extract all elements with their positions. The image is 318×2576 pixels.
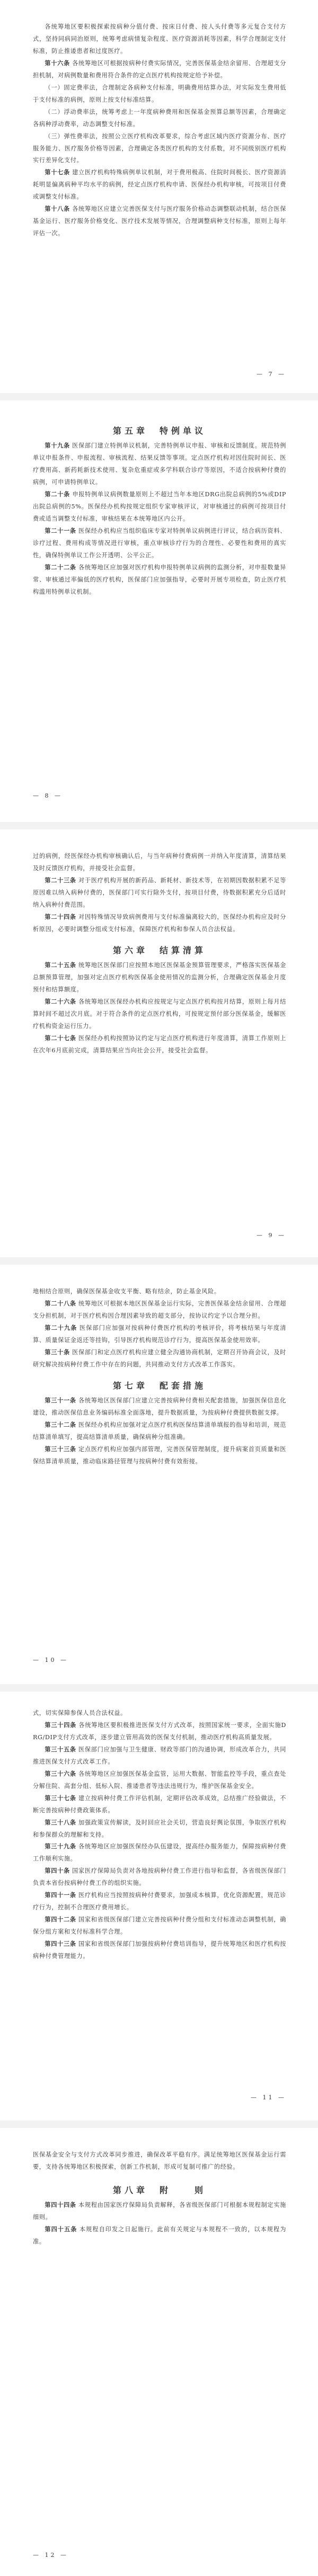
article-label: 第二十一条 bbox=[45, 527, 76, 534]
article-label: 第二十九条 bbox=[45, 1324, 77, 1331]
article-label: 第三十九条 bbox=[45, 1843, 76, 1850]
chapter-heading bbox=[33, 941, 286, 960]
page-number: — 10 — bbox=[33, 1657, 68, 1663]
chapter-title: 配套措施 bbox=[160, 1380, 207, 1391]
chapter-heading bbox=[33, 1376, 286, 1395]
page-number: — 9 — bbox=[257, 1232, 286, 1239]
paragraph: 第十七条 建立医疗机构特殊病例单议机制，对于费用极高、住院时间极长、医疗资源消耗明显偏离病种平均水平的病例，经定点医疗机构申请、医保经办机构审核，可按项目付费或调整支付标准。 bbox=[33, 169, 287, 201]
paragraph: 第十九条 医保部门建立特例单议机制，完善特例单议申报、审核和反馈制度。规范特例单议申报条件、申报流程、审核流程、结果反馈等事项。定点医疗机构对因住院时间长、医疗费用高、新药耗新技术使用、复杂危重症或多学科联合诊疗等原因，不适合按病种付费的病例，可申请特例单议。 bbox=[33, 442, 287, 486]
paragraph: 第四十一条 医疗机构应当按照按病种付费要求，加强成本核算，优化资源配置，规范诊疗行为，控制不合理医疗费用增长。 bbox=[33, 1892, 286, 1911]
paragraph: 第三十八条 加强政策宣传解读，及时回应社会关切，营造良好舆论氛围，争取医疗机构和参保群众的理解和支持。 bbox=[33, 1819, 286, 1838]
chapter-number: 第五章 bbox=[112, 426, 148, 436]
document-page bbox=[0, 2128, 318, 2576]
paragraph: 医保基金安全与支付方式改革同步推进，确保改革平稳有序。满足统筹地区医保基金运行需要，支持各统筹地区积极探索，创新工作机制，形成可复制可推广的经验。 bbox=[33, 2151, 286, 2170]
document-page bbox=[0, 1265, 318, 1684]
article-label: 第四十三条 bbox=[45, 1940, 76, 1948]
article-label: 第四十条 bbox=[45, 1867, 70, 1875]
paragraph: （三）弹性费率法，按照公立医疗机构改革要求，综合考虑区域内医疗资源分布、医疗服务能力、医疗服务价格等因素，合理确定各类医疗机构的支付系数，对不同级别医疗机构实行差异化支付。 bbox=[33, 132, 286, 164]
chapter-number: 第六章 bbox=[112, 945, 148, 955]
paragraph: 第三十一条 各统筹地区医保部门应建立完善按病种付费相关配套措施，加强医保信息化建设，推动医保信息业务编码标准全面落地，提升数据质量，为按病种付费提供数据支撑。 bbox=[33, 1397, 286, 1416]
paragraph: 第三十五条 医保部门应加强与卫生健康、财政等部门的沟通协调，形成改革合力，共同推进医保支付方式改革工作。 bbox=[33, 1746, 286, 1765]
paragraph: 第二十九条 医保部门应加强对按病种付费医疗机构的考核评价，将考核结果与年度清算、质量保证金返还等挂钩，引导医疗机构规范诊疗行为，提高医保基金使用效率。 bbox=[33, 1324, 286, 1344]
article-label: 第三十六条 bbox=[45, 1770, 76, 1777]
paragraph: 第二十五条 统筹地区医保部门应按照本地区医保基金预算管理要求，严格落实医保基金总额预算管理，加强对定点医疗机构医保基金使用情况的监测分析，合理确定医保基金月度预付和结算额度。 bbox=[33, 961, 286, 993]
article-label: 第三十二条 bbox=[45, 1421, 76, 1428]
paragraph: 式，切实保障参保人员合法权益。 bbox=[33, 1710, 127, 1716]
article-label: 第二十四条 bbox=[45, 913, 76, 920]
article-label: 第三十八条 bbox=[45, 1819, 76, 1826]
paragraph: 第二十七条 医保经办机构按照协议约定与定点医疗机构进行年度清算，清算工作原则上在次年6月底前完成，清算结果应当向社会公开，接受社会监督。 bbox=[33, 1034, 286, 1054]
paragraph: 第二十八条 统筹地区可根据本地区医保基金运行实际，完善医保基金结余留用、合理超支分担机制，对于医疗机构因合理因素导致的超支部分，按协议约定予以合理分担。 bbox=[33, 1300, 286, 1319]
page-number: — 11 — bbox=[251, 2094, 286, 2101]
article-label: 第十六条 bbox=[45, 59, 70, 67]
article-label: 第二十三条 bbox=[45, 876, 76, 884]
document-page bbox=[0, 1692, 318, 2121]
page-separator bbox=[0, 1684, 318, 1692]
paragraph: 各统筹地区要积极探索按病种分值付费、按床日付费、按人头付费等多元复合支付方式，坚持同病同治原则，统筹考虑病情复杂程度、医疗资源消耗等因素，科学合理制定支付标准，防止推诿患者和过度医疗。 bbox=[33, 23, 286, 55]
paragraph: 第二十四条 对因特殊情况导致病例费用与支付标准偏离较大的，医保经办机构应及时分析原因，必要时调整分组或支付标准，保障医疗机构和参保人员合法权益。 bbox=[33, 913, 286, 933]
paragraph: 第四十条 国家医疗保障局负责对各地按病种付费工作进行指导和监督，各省级医保部门负责本省份按病种付费工作的组织实施。 bbox=[33, 1867, 287, 1887]
paragraph: 过的病例，经医保经办机构审核确认后，与当年病种付费病例一并纳入年度清算，清算结果及时反馈医疗机构，并接受社会监督。 bbox=[33, 853, 286, 872]
page-separator bbox=[0, 393, 318, 400]
paragraph: （一）固定费率法，合理制定各病种支付标准，明确费用结算办法，对实际发生费用低于支付标准的病例，原则上按支付标准结算。 bbox=[33, 84, 286, 103]
page-number: — 7 — bbox=[257, 371, 286, 378]
paragraph: 第三十条 医保部门和定点医疗机构应建立健全沟通协商机制，定期召开协商会议，及时研究解决按病种付费工作中存在的问题，共同推动支付方式改革工作落实。 bbox=[33, 1348, 287, 1368]
paragraph: 第十六条 各统筹地区可根据按病种付费实际情况，完善医保基金结余留用、合理超支分担机制，对病例数量和费用符合条件的定点医疗机构按规定给予补偿。 bbox=[33, 59, 287, 79]
article-label: 第二十六条 bbox=[45, 998, 76, 1005]
page-number: — 8 — bbox=[33, 792, 63, 799]
document-page bbox=[0, 829, 318, 1257]
article-label: 第二十八条 bbox=[45, 1300, 76, 1307]
chapter-title: 附 则 bbox=[160, 2185, 207, 2195]
article-label: 第四十一条 bbox=[45, 1892, 76, 1899]
chapter-heading bbox=[33, 422, 286, 440]
article-label: 第三十一条 bbox=[45, 1397, 76, 1404]
page-number: — 12 — bbox=[33, 2552, 68, 2559]
paragraph: 第四十三条 国家和省级医保部门加强按病种付费培训指导，提升统筹地区和医疗机构按病种付费管理能力。 bbox=[33, 1940, 286, 1960]
paragraph: 第二十六条 各统筹地区医保经办机构应按规定与定点医疗机构按月结算，原则上每月结算时间不超过次月底。对于符合条件的定点医疗机构，可按规定预付部分医保基金，缓解医疗机构资金运行压力。 bbox=[33, 998, 286, 1030]
chapter-title: 结算清算 bbox=[160, 945, 207, 955]
paragraph: 地相结合原则，确保医保基金收支平衡、略有结余，防止基金风险。 bbox=[33, 1288, 220, 1295]
paragraph: 第二十二条 各统筹地区应加强对医疗机构申报特例单议病例的监测分析，对申报数量异常、审核通过率偏低的医疗机构，医保部门应加强指导，必要时开展专项检查，防止医疗机构滥用特例单议机制。 bbox=[33, 564, 286, 595]
paragraph: 第四十五条 本规程自印发之日起施行。此前有关规定与本规程不一致的，以本规程为准。 bbox=[33, 2226, 286, 2245]
paragraph: 第二十三条 对于医疗机构开展的新药品、新耗材、新技术等，在初期因数据积累不足等原因难以纳入病种付费的，医保部门可实行除外支付，按项目付费，待数据积累充分后适时纳入病种付费范围。 bbox=[33, 876, 286, 908]
article-label: 第十九条 bbox=[45, 442, 70, 450]
article-label: 第四十五条 bbox=[45, 2226, 77, 2233]
paragraph: 第三十四条 各统筹地区要积极推进医保支付方式改革，按照国家统一要求，全面实施DRG/DIP支付方式改革，逐步建立管用高效的医保支付机制，推动医疗机构高质量发展。 bbox=[33, 1721, 286, 1741]
page-separator bbox=[0, 1257, 318, 1265]
paragraph: 第三十七条 建立按病种付费工作评估机制，定期评估改革成效，总结推广经验做法，不断完善按病种付费政策体系。 bbox=[33, 1794, 286, 1814]
article-label: 第二十条 bbox=[45, 491, 70, 498]
paragraph: 第四十二条 国家和省级医保部门建立完善按病种付费分组和支付标准动态调整机制，确保分组方案和支付标准科学合理。 bbox=[33, 1916, 286, 1936]
article-label: 第二十五条 bbox=[45, 961, 76, 969]
paragraph: 第四十四条 本规程由国家医疗保障局负责解释，各省级医保部门可根据本规程制定实施细则。 bbox=[33, 2202, 286, 2221]
article-label: 第三十七条 bbox=[45, 1794, 76, 1802]
document-page bbox=[0, 0, 318, 393]
page-separator bbox=[0, 822, 318, 829]
paragraph: 第二十条 申报特例单议病例数量原则上不超过当年本地区DRG出院总病例的5%或DIP出院总病例的5%。医保经办机构按规定组织专家审核评议，对审核通过的病例可按项目付费或适当调整支付标准，审核结果在本统筹地区内公开。 bbox=[33, 491, 286, 522]
page-separator bbox=[0, 2121, 318, 2128]
document-page bbox=[0, 400, 318, 822]
paragraph: 第二十一条 医保经办机构应当组织临床专家对特例单议病例进行评议，结合病历资料、诊疗过程、费用构成等情况进行审核，重点审核诊疗行为的合理性、必要性和费用的真实性，确保特例单议工作公开透明、公平公正。 bbox=[33, 527, 286, 559]
chapter-number: 第八章 bbox=[112, 2185, 148, 2195]
article-label: 第十八条 bbox=[45, 205, 70, 213]
chapter-title: 特例单议 bbox=[160, 426, 207, 436]
paragraph: 第十八条 各统筹地区应建立完善医保支付与医疗服务价格动态调整联动机制，结合医保基金运行、医疗服务价格变化、医疗技术发展等情况，合理调整病种支付标准，原则上每年评估一次。 bbox=[33, 205, 287, 237]
article-label: 第四十四条 bbox=[45, 2202, 76, 2209]
article-label: 第二十七条 bbox=[45, 1034, 76, 1042]
article-label: 第二十二条 bbox=[45, 564, 76, 571]
paragraph: 第三十九条 各统筹地区应加强医保经办队伍建设，提高经办服务能力，保障按病种付费工作顺利实施。 bbox=[33, 1843, 286, 1863]
article-label: 第三十五条 bbox=[45, 1746, 76, 1753]
article-label: 第三十三条 bbox=[45, 1445, 76, 1453]
paragraph: （二）浮动费率法，统筹考虑上一年度病种费用和医保基金预算总额等因素，合理确定各病种浮动费率，动态调整支付标准。 bbox=[33, 108, 286, 128]
paragraph: 第三十三条 定点医疗机构应加强内部管理，完善医保管理制度，提升病案首页质量和医保结算清单质量，推动临床路径管理与按病种付费有效衔接。 bbox=[33, 1445, 286, 1465]
article-label: 第十七条 bbox=[45, 169, 70, 176]
chapter-heading bbox=[33, 2181, 286, 2199]
article-label: 第三十四条 bbox=[45, 1721, 77, 1729]
chapter-number: 第七章 bbox=[112, 1380, 148, 1391]
paragraph: 第三十二条 医保经办机构应加强对定点医疗机构医保结算清单填报的指导和培训，规范结算清单填写，提高结算清单质量，确保病种分组准确。 bbox=[33, 1421, 286, 1441]
article-label: 第三十条 bbox=[45, 1348, 70, 1356]
paragraph: 第三十六条 各统筹地区应加强医保基金监管，运用大数据、智能监控等手段，重点查处分解住院、高套分组、低标入院、推诿患者等违法违规行为，维护医保基金安全。 bbox=[33, 1770, 286, 1790]
article-label: 第四十二条 bbox=[45, 1916, 76, 1924]
